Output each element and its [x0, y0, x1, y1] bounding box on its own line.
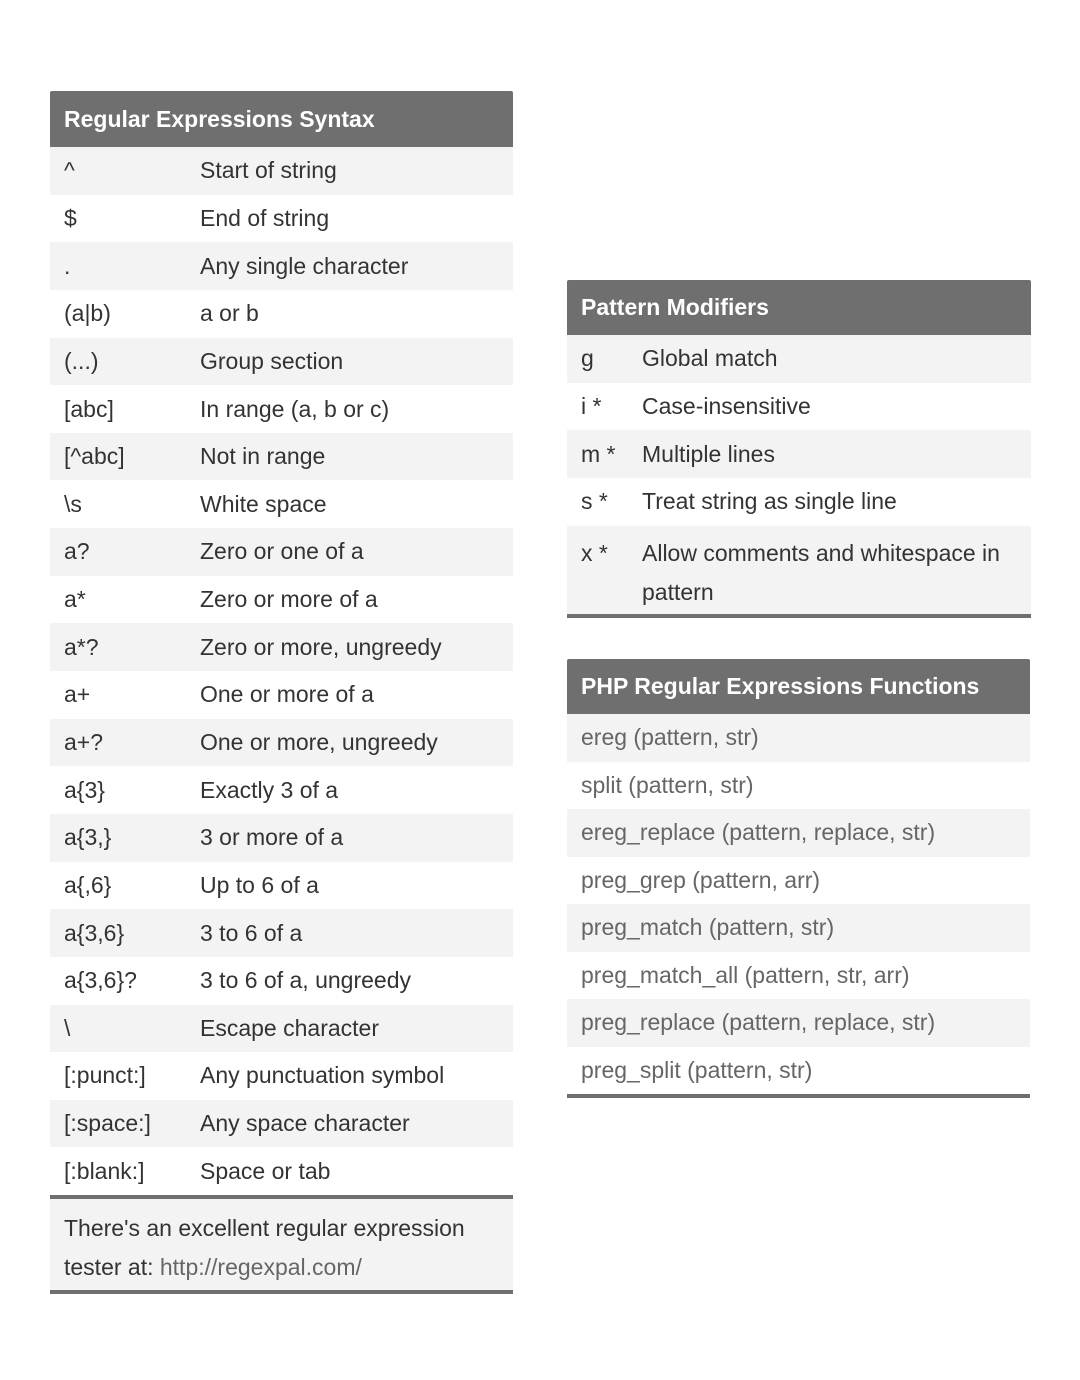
modifiers-panel [567, 280, 1031, 618]
syntax-key: [:blank:] [64, 1157, 145, 1184]
table-row [50, 480, 513, 528]
syntax-key: [^abc] [64, 443, 125, 470]
syntax-key: (...) [64, 347, 99, 374]
syntax-key: a{,6} [64, 871, 112, 898]
php-panel-title: PHP Regular Expressions Functions [567, 659, 1030, 714]
table-row [567, 904, 1030, 952]
syntax-key: \s [64, 490, 82, 517]
php-function: split (pattern, str) [581, 771, 754, 798]
table-row [50, 957, 513, 1005]
syntax-key: $ [64, 204, 77, 231]
syntax-desc: In range (a, b or c) [200, 395, 390, 422]
php-function: preg_split (pattern, str) [581, 1056, 813, 1083]
modifier-key: i * [581, 393, 602, 420]
php-function: ereg_replace (pattern, replace, str) [581, 819, 936, 846]
syntax-key: a{3,} [64, 824, 112, 851]
syntax-desc: Zero or more of a [200, 586, 378, 613]
modifier-key: m * [581, 440, 616, 467]
modifier-desc: Allow comments and whitespace in pattern [642, 539, 1000, 605]
syntax-key: a* [64, 586, 86, 613]
syntax-key: a{3} [64, 776, 105, 803]
table-row [567, 335, 1031, 383]
note-text: There's an excellent regular expression tester at: [64, 1215, 465, 1281]
modifier-desc: Multiple lines [642, 440, 775, 467]
syntax-key: a*? [64, 633, 99, 660]
syntax-key: a+? [64, 729, 104, 755]
syntax-key: ^ [64, 157, 75, 184]
table-row [567, 952, 1030, 1000]
modifier-desc: Treat string as single line [642, 488, 897, 515]
table-row [567, 1047, 1030, 1095]
syntax-desc: a or b [200, 300, 259, 327]
table-row [50, 909, 513, 957]
table-row [50, 195, 513, 243]
modifier-key: x * [581, 539, 608, 566]
table-row [567, 714, 1030, 762]
php-function: preg_replace (pattern, replace, str) [581, 1009, 936, 1036]
syntax-desc: Escape character [200, 1014, 379, 1041]
syntax-note [50, 1199, 513, 1294]
syntax-key: a{3,6}? [64, 967, 137, 994]
syntax-key: [:punct:] [64, 1062, 146, 1089]
table-row [50, 338, 513, 386]
syntax-desc: Zero or one of a [200, 538, 364, 565]
syntax-desc: Start of string [200, 157, 337, 184]
syntax-key: (a|b) [64, 300, 111, 327]
syntax-key: [abc] [64, 395, 114, 422]
syntax-desc: 3 to 6 of a [200, 919, 303, 946]
php-function: preg_grep (pattern, arr) [581, 866, 821, 893]
table-row [567, 762, 1030, 810]
syntax-key: \ [64, 1014, 71, 1041]
syntax-desc: 3 or more of a [200, 824, 344, 851]
table-row [567, 430, 1031, 478]
table-row [567, 383, 1031, 431]
syntax-desc: End of string [200, 204, 330, 231]
syntax-desc: Group section [200, 347, 344, 374]
syntax-key: a+ [64, 681, 91, 708]
table-row [50, 623, 513, 671]
syntax-desc: Space or tab [200, 1157, 331, 1184]
syntax-desc: One or more of a [200, 681, 374, 708]
table-row [50, 1147, 513, 1195]
table-row [50, 1005, 513, 1053]
php-functions-panel [567, 659, 1030, 1098]
table-row [567, 478, 1031, 526]
table-row [567, 999, 1030, 1047]
syntax-desc: 3 to 6 of a, ungreedy [200, 967, 411, 994]
syntax-key: [:space:] [64, 1110, 151, 1137]
syntax-desc: Exactly 3 of a [200, 776, 339, 803]
table-row [50, 814, 513, 862]
table-row [50, 671, 513, 719]
modifiers-table [567, 335, 1031, 618]
syntax-desc: One or more, ungreedy [200, 729, 438, 755]
modifiers-panel-title: Pattern Modifiers [567, 280, 1031, 335]
syntax-table [50, 147, 513, 1199]
modifier-key: g [581, 345, 594, 372]
table-row [50, 242, 513, 290]
table-row [50, 385, 513, 433]
table-row [50, 862, 513, 910]
table-row [567, 809, 1030, 857]
table-row [50, 528, 513, 576]
regexpal-link[interactable]: http://regexpal.com/ [159, 1254, 362, 1281]
syntax-desc: Any single character [200, 252, 409, 279]
php-function: preg_match_all (pattern, str, arr) [581, 961, 910, 988]
modifier-desc: Global match [642, 345, 778, 372]
php-function: ereg (pattern, str) [581, 724, 759, 751]
syntax-desc: Zero or more, ungreedy [200, 633, 442, 660]
syntax-desc: Any space character [200, 1110, 410, 1137]
table-row [50, 433, 513, 481]
table-row [50, 719, 513, 767]
table-row [50, 147, 513, 195]
syntax-desc: Any punctuation symbol [200, 1062, 445, 1089]
php-functions-table [567, 714, 1030, 1098]
syntax-key: . [64, 252, 71, 279]
modifier-key: s * [581, 488, 608, 515]
syntax-desc: Up to 6 of a [200, 871, 319, 898]
table-row [567, 526, 1031, 614]
table-row [50, 1100, 513, 1148]
table-row [50, 290, 513, 338]
table-row [50, 766, 513, 814]
syntax-panel-title: Regular Expressions Syntax [50, 91, 513, 147]
table-row [50, 1052, 513, 1100]
syntax-desc: White space [200, 490, 327, 517]
syntax-panel [50, 91, 513, 1294]
syntax-key: a{3,6} [64, 919, 125, 946]
table-row [567, 857, 1030, 905]
table-row [50, 576, 513, 624]
php-function: preg_match (pattern, str) [581, 914, 835, 941]
syntax-desc: Not in range [200, 443, 326, 470]
syntax-key: a? [64, 538, 90, 565]
modifier-desc: Case-insensitive [642, 393, 811, 420]
